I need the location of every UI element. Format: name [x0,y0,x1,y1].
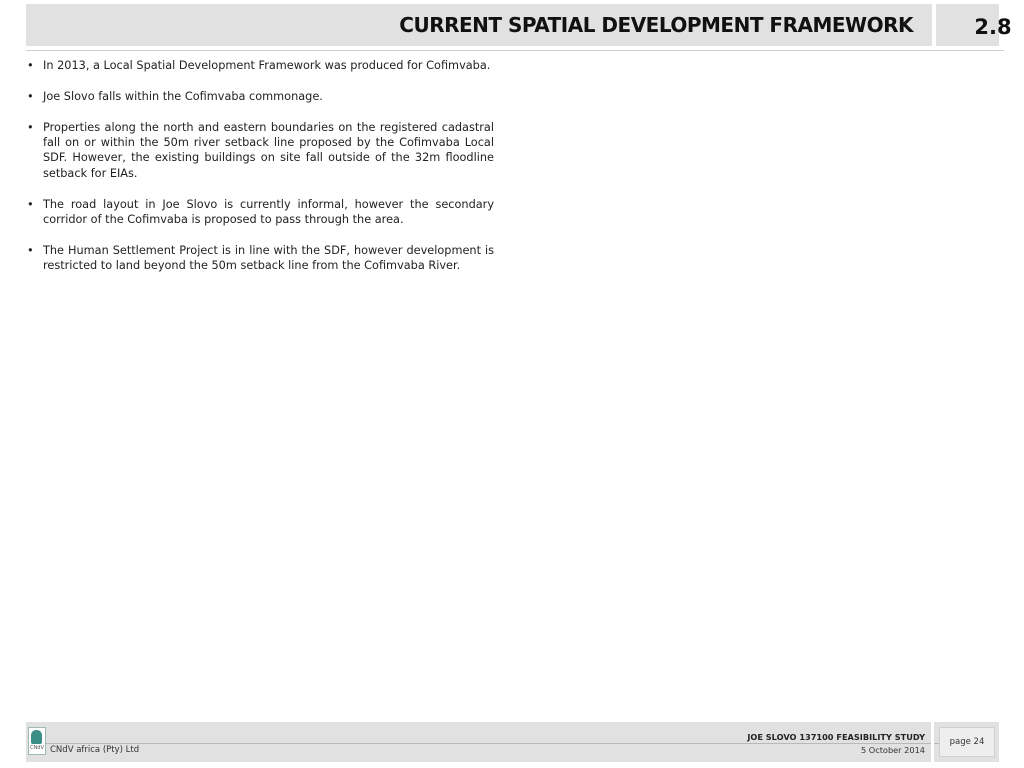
bullet-icon: • [27,197,34,211]
content-body [26,58,494,289]
footer-divider [931,722,934,762]
bullet-icon: • [27,243,34,257]
page-title: CURRENT SPATIAL DEVELOPMENT FRAMEWORK [399,13,913,37]
list-item-text: Properties along the north and eastern boundaries on the registered cadastral fall on or within the 50m river setback line proposed by the Cofimvaba Local SDF. However, the existing buildings on site fall outside of the 32m floodline setback for EIAs. [43,120,494,180]
company-logo [28,727,46,755]
section-number: 2.8 [974,15,1012,39]
list-item [26,120,494,182]
list-item [26,89,494,104]
bullet-icon: • [27,89,34,103]
bullet-list [26,58,494,274]
page-number: page 24 [939,727,995,757]
document-date: 5 October 2014 [860,745,925,755]
footer-rule [46,743,946,744]
page-footer [26,722,999,762]
logo-text: CNdV [30,745,44,751]
bullet-icon: • [27,59,34,72]
list-item-text: The Human Settlement Project is in line with the SDF, however development is restricted to land beyond the 50m setback line from the Cofimvaba River. [43,243,494,273]
page-header [26,4,1012,46]
header-rule [26,50,1004,51]
company-name: CNdV africa (Pty) Ltd [50,745,140,755]
study-title: JOE SLOVO 137100 FEASIBILITY STUDY [747,732,925,742]
tree-icon [31,730,42,744]
list-item [26,58,494,73]
list-item-text: Joe Slovo falls within the Cofimvaba commonage. [43,89,323,103]
list-item [26,197,494,228]
list-item-text: The road layout in Joe Slovo is currently informal, however the secondary corridor of the Cofimvaba is proposed to pass through the area. [43,197,494,227]
list-item [26,243,494,274]
bullet-icon: • [27,120,34,134]
header-divider [932,4,936,46]
list-item-text: In 2013, a Local Spatial Development Framework was produced for Cofimvaba. [43,59,491,72]
